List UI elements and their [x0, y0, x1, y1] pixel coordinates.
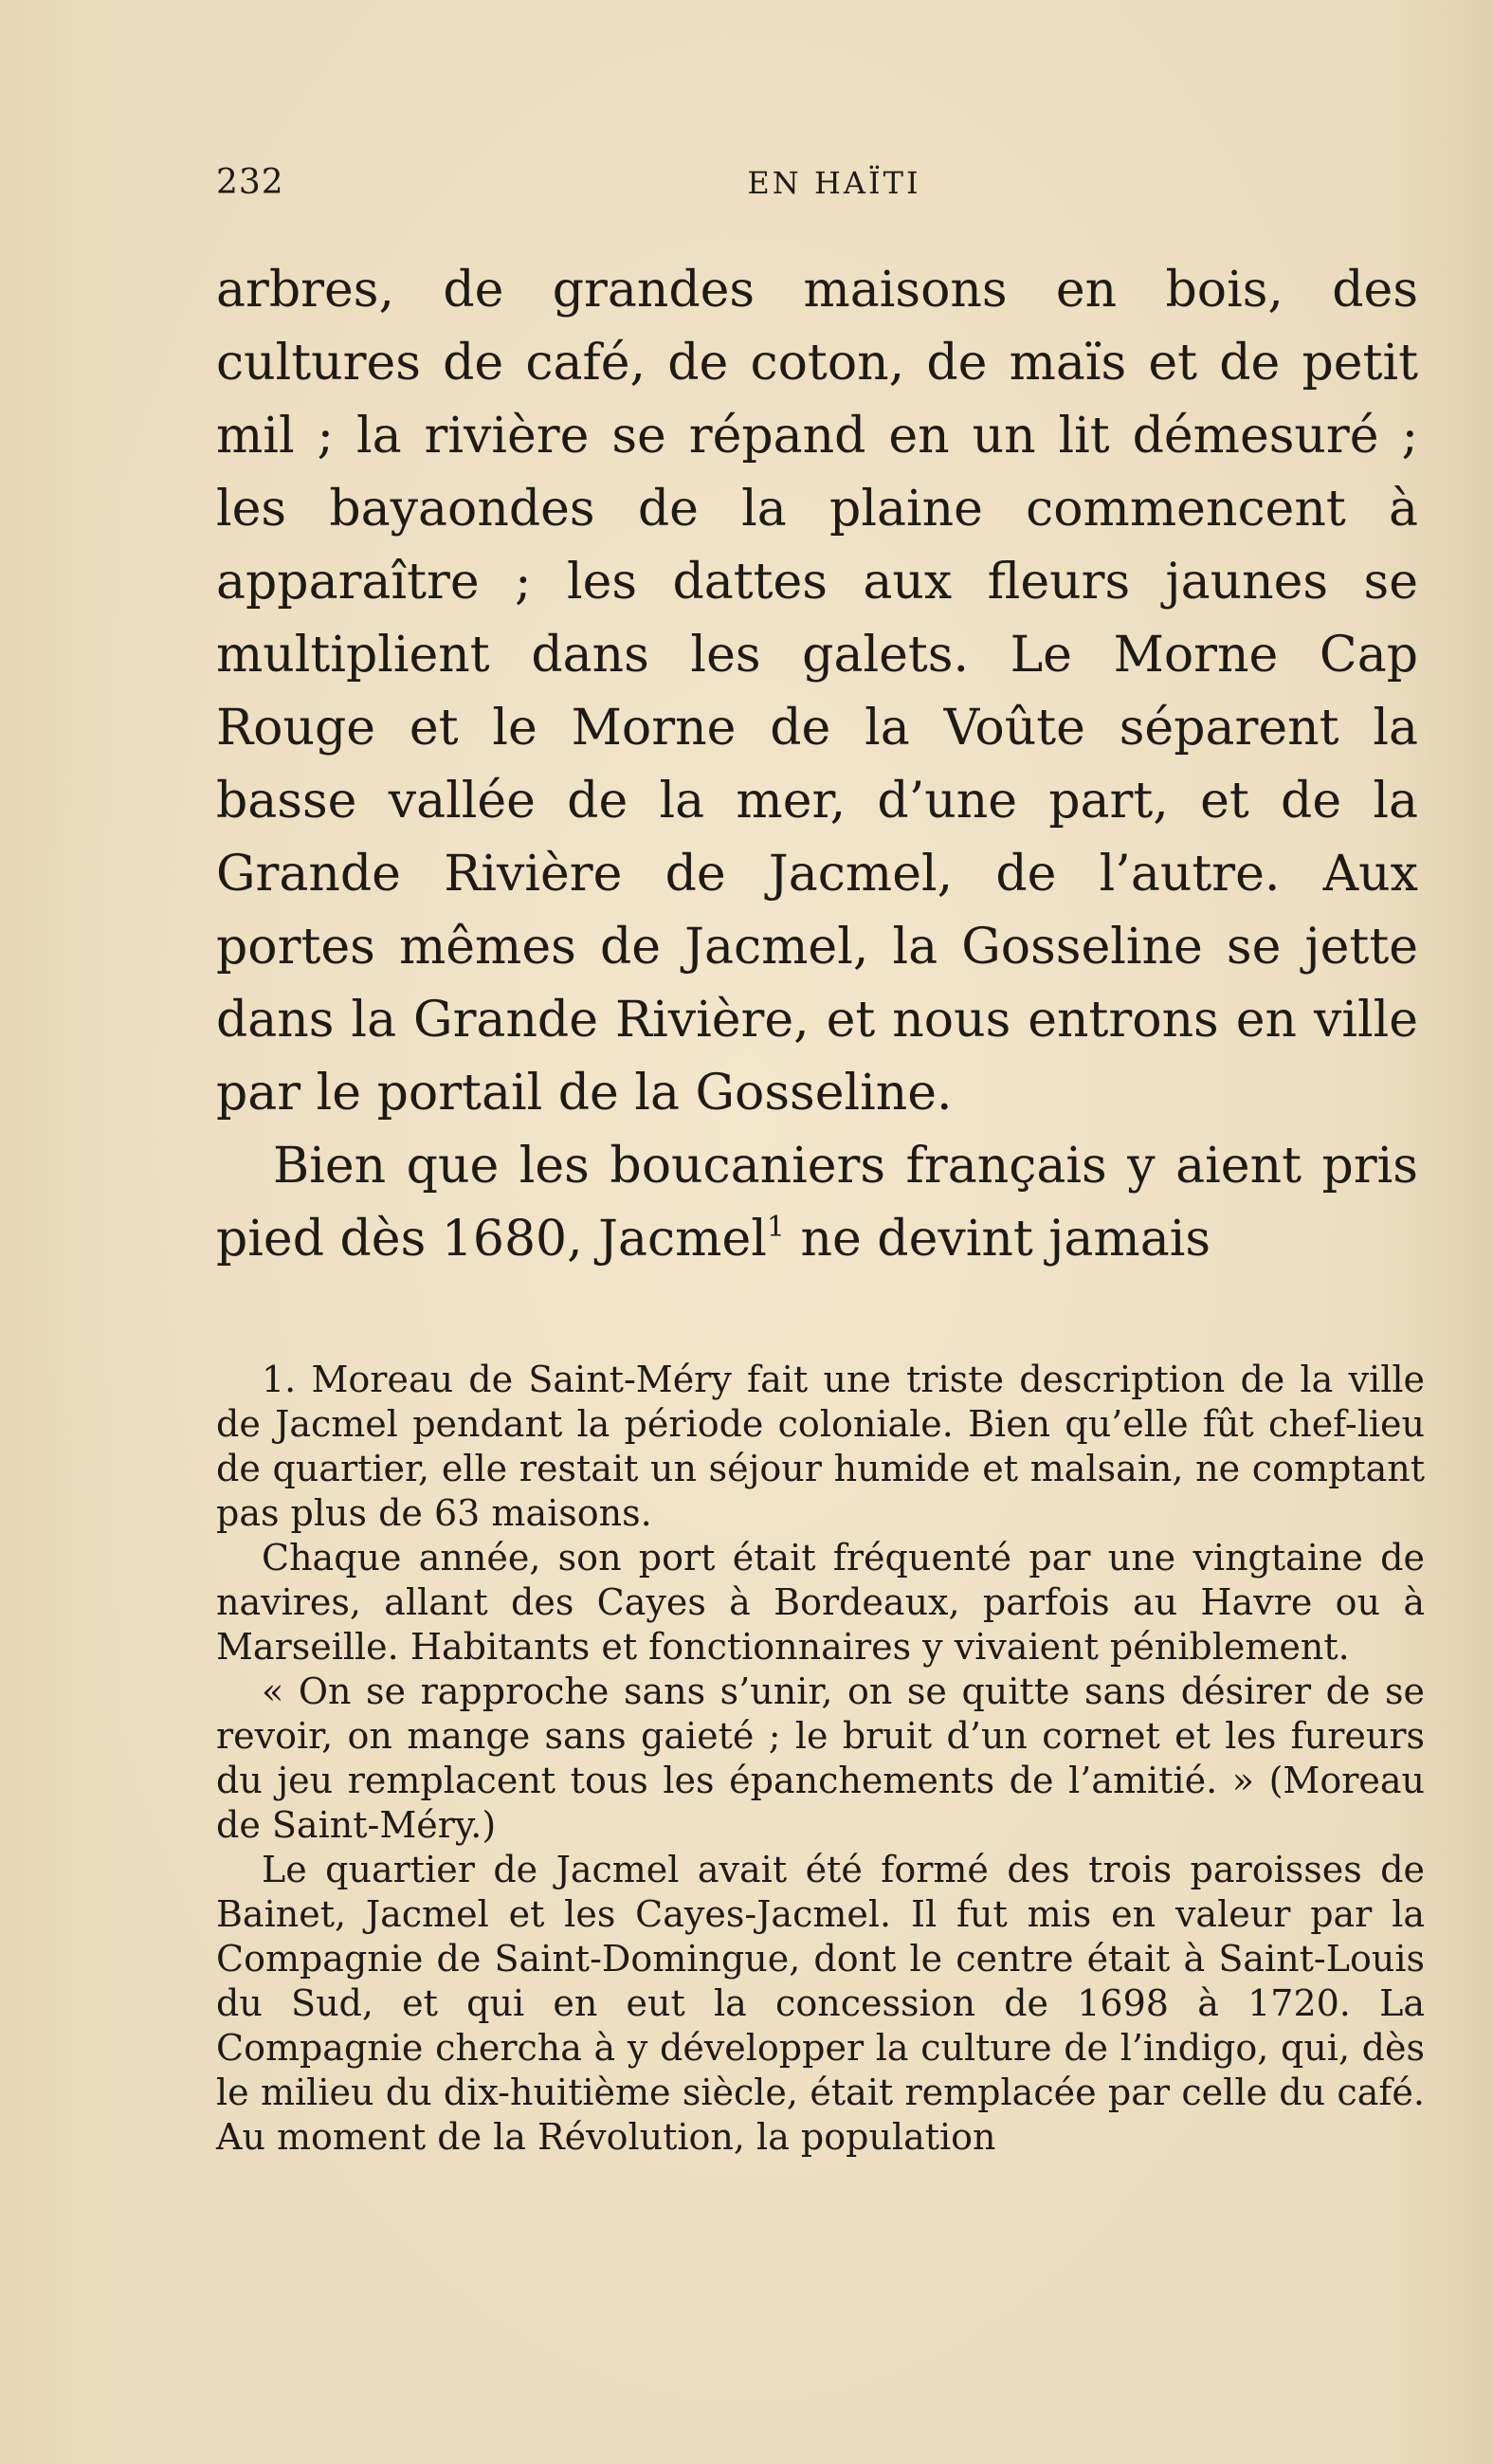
paragraph — [216, 1130, 1418, 1276]
paragraph-text: Bien que les boucaniers français y aient pris pied dès 1680, Jacmel — [216, 1138, 1418, 1268]
paragraph: arbres, de grandes maisons en bois, des cultures de café, de coton, de maïs et de petit mil ; la rivière se répand en un lit démesuré ; les bayaondes de la plaine commencent à apparaître ; les dattes aux fleurs jaunes se multiplient dans les galets. Le Morne Cap Rouge et le Morne de la Voûte séparent la basse vallée de la mer, d’une part, et de la Grande Rivière de Jacmel, de l’autre. Aux portes mêmes de Jacmel, la Gosseline se jette dans la Grande Rivière, et nous entrons en ville par le portail de la Gosseline. — [216, 262, 1418, 1122]
running-head — [216, 163, 1414, 210]
paragraph-text: ne devint jamais — [784, 1211, 1211, 1268]
footnotes — [216, 1358, 1425, 2160]
running-title: EN HAÏTI — [747, 165, 921, 201]
footnote-reference[interactable]: 1 — [766, 1211, 785, 1244]
footnote-paragraph: Le quartier de Jacmel avait été formé des trois paroisses de Bainet, Jacmel et les Cayes-Jacmel. Il fut mis en valeur par la Compagnie de Saint-Domingue, dont le centre était à Saint-Louis du Sud, et qui en eut la concession de 1698 à 1720. La Compagnie chercha à y développer la culture de l’indigo, qui, dès le milieu du dix-huitième siècle, était remplacée par celle du café. Au moment de la Révolution, la population — [216, 1849, 1425, 2158]
footnote-paragraph: « On se rapproche sans s’unir, on se quitte sans désirer de se revoir, on mange sans gaieté ; le bruit d’un cornet et les fureurs du jeu remplacent tous les épanchements de l’amitié. » (Moreau de Saint-Méry.) — [216, 1670, 1425, 1846]
footnote-paragraph: 1. Moreau de Saint-Méry fait une triste description de la ville de Jacmel pendant la période coloniale. Bien qu’elle fût chef-lieu de quartier, elle restait un séjour humide et malsain, ne comptant pas plus de 63 maisons. — [216, 1359, 1425, 1534]
main-text — [216, 254, 1418, 1276]
footnote-paragraph: Chaque année, son port était fréquenté par une vingtaine de navires, allant des Cayes à Bordeaux, parfois au Havre ou à Marseille. Habitants et fonctionnaires y vivaient péniblement. — [216, 1537, 1425, 1668]
page-number: 232 — [216, 163, 284, 202]
